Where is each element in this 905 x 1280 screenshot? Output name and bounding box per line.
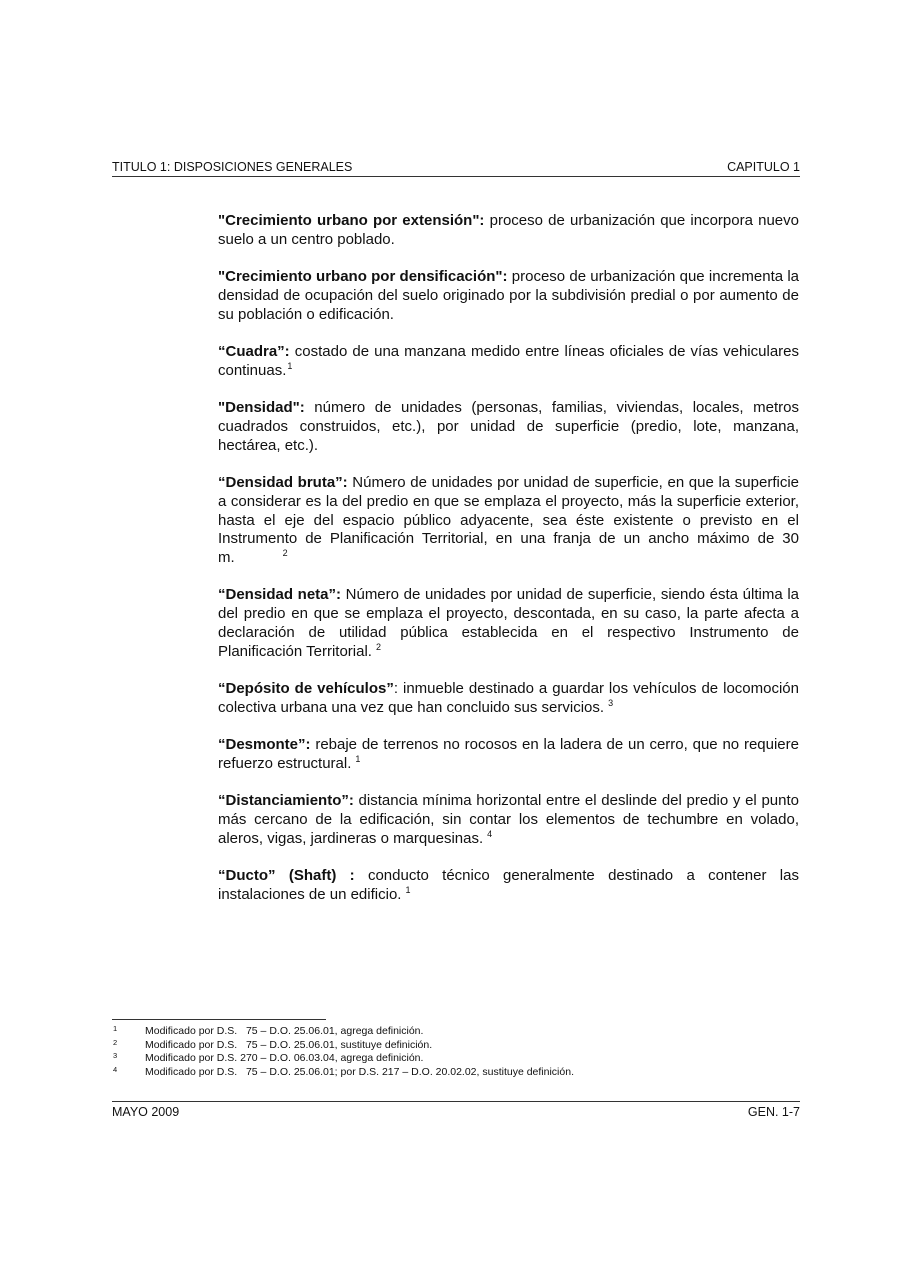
- definition-text: número de unidades (personas, familias, viviendas, locales, metros cuadrados construidos, etc.), por unidad de superficie (predio, lote, manzana, hectárea, etc.).: [218, 399, 799, 454]
- definition-term: "Crecimiento urbano por extensión":: [218, 212, 485, 229]
- definition-text: Número de unidades por unidad de superficie, en que la superficie a considerar es la del predio en que se emplaza el proyecto, más la superficie exterior, hasta el eje del espacio público adyacente, sea éste existente o previsto en el Instrumento de Planificación Territorial, en una franja de un ancho máximo de 30 m.: [218, 473, 799, 567]
- definition: [218, 736, 799, 774]
- footnote-ref: 4: [487, 828, 493, 839]
- definition-term: “Densidad neta”:: [218, 586, 341, 604]
- definition-text: proceso de urbanización que incorpora nuevo suelo a un centro poblado.: [218, 212, 799, 248]
- footnote-text: Modificado por D.S. 75 – D.O. 25.06.01, agrega definición.: [145, 1025, 424, 1037]
- page-footer: [112, 1101, 800, 1119]
- definition-text: Número de unidades por unidad de superficie, siendo ésta última la del predio en que se emplaza el proyecto, descontada, en su caso, la parte afecta a declaración de utilidad pública establecida en el respectivo Instrumento de Planificación Territorial.: [218, 586, 799, 660]
- footnote-ref: 2: [282, 548, 288, 559]
- footnote-number: 1: [113, 1024, 118, 1033]
- footer-date: MAYO 2009: [112, 1105, 180, 1119]
- page-number: GEN. 1-7: [747, 1105, 800, 1119]
- definition: [218, 792, 799, 848]
- footnote-text: Modificado por D.S. 75 – D.O. 25.06.01, sustituye definición.: [145, 1038, 433, 1051]
- definition: [218, 680, 799, 718]
- footnote-text: Modificado por D.S. 75 – D.O. 25.06.01; por D.S. 217 – D.O. 20.02.02, sustituye definición.: [145, 1065, 574, 1078]
- definition: [218, 268, 799, 324]
- definition-text: distancia mínima horizontal entre el deslinde del predio y el punto más cercano de la edificación, sin contar los elementos de techumbre en volado, aleros, vigas, jardineras o marquesinas.: [218, 792, 799, 847]
- definition: [218, 867, 799, 905]
- definition-text: conducto técnico generalmente destinado a contener las instalaciones de un edificio.: [218, 867, 799, 904]
- definition-text: costado de una manzana medido entre líneas oficiales de vías vehiculares continuas.: [218, 342, 799, 379]
- header-title: TITULO 1: DISPOSICIONES GENERALES: [112, 160, 353, 174]
- definition: [218, 212, 799, 250]
- footnote: [112, 1066, 800, 1080]
- definition-term: “Cuadra”:: [218, 342, 290, 360]
- definition-text: rebaje de terrenos no rocosos en la ladera de un cerro, que no requiere refuerzo estructural.: [218, 736, 799, 773]
- definition: [218, 399, 799, 455]
- definition-term: “Densidad bruta”:: [218, 473, 348, 491]
- footnote-number: 4: [113, 1064, 118, 1074]
- footnotes: [112, 1025, 800, 1079]
- footnote-ref: 2: [375, 641, 381, 652]
- footnote-number: 3: [113, 1051, 118, 1060]
- footnote: [112, 1052, 800, 1066]
- definition: [218, 343, 799, 381]
- definition-term: "Crecimiento urbano por densificación":: [218, 268, 508, 286]
- definition: [218, 586, 799, 661]
- definition-text: : inmueble destinado a guardar los vehículos de locomoción colectiva urbana una vez que han concluido sus servicios.: [218, 680, 799, 716]
- footnote-ref: 1: [355, 754, 361, 765]
- footnote-ref: 3: [608, 697, 614, 708]
- definitions-list: [218, 212, 799, 923]
- footnote-number: 2: [113, 1037, 118, 1047]
- footnote-ref: 1: [287, 360, 293, 371]
- definition-term: "Densidad":: [218, 399, 305, 417]
- footnote: [112, 1025, 800, 1039]
- definition: [218, 474, 799, 568]
- footnote-text: Modificado por D.S. 270 – D.O. 06.03.04, agrega definición.: [145, 1052, 424, 1064]
- definition-term: “Depósito de vehículos”: [218, 680, 394, 698]
- header-chapter: CAPITULO 1: [727, 160, 800, 174]
- definition-term: “Distanciamiento”:: [218, 792, 354, 810]
- page-header: [112, 160, 800, 177]
- footnote-ref: 1: [405, 885, 411, 896]
- definition-term: “Desmonte”:: [218, 736, 311, 754]
- definition-term: “Ducto” (Shaft) :: [218, 867, 355, 885]
- footnote: [112, 1039, 800, 1053]
- footnote-separator: [112, 1019, 326, 1020]
- definition-text: proceso de urbanización que incrementa la densidad de ocupación del suelo originado por la subdivisión predial o por aumento de su población o edificación.: [218, 268, 800, 323]
